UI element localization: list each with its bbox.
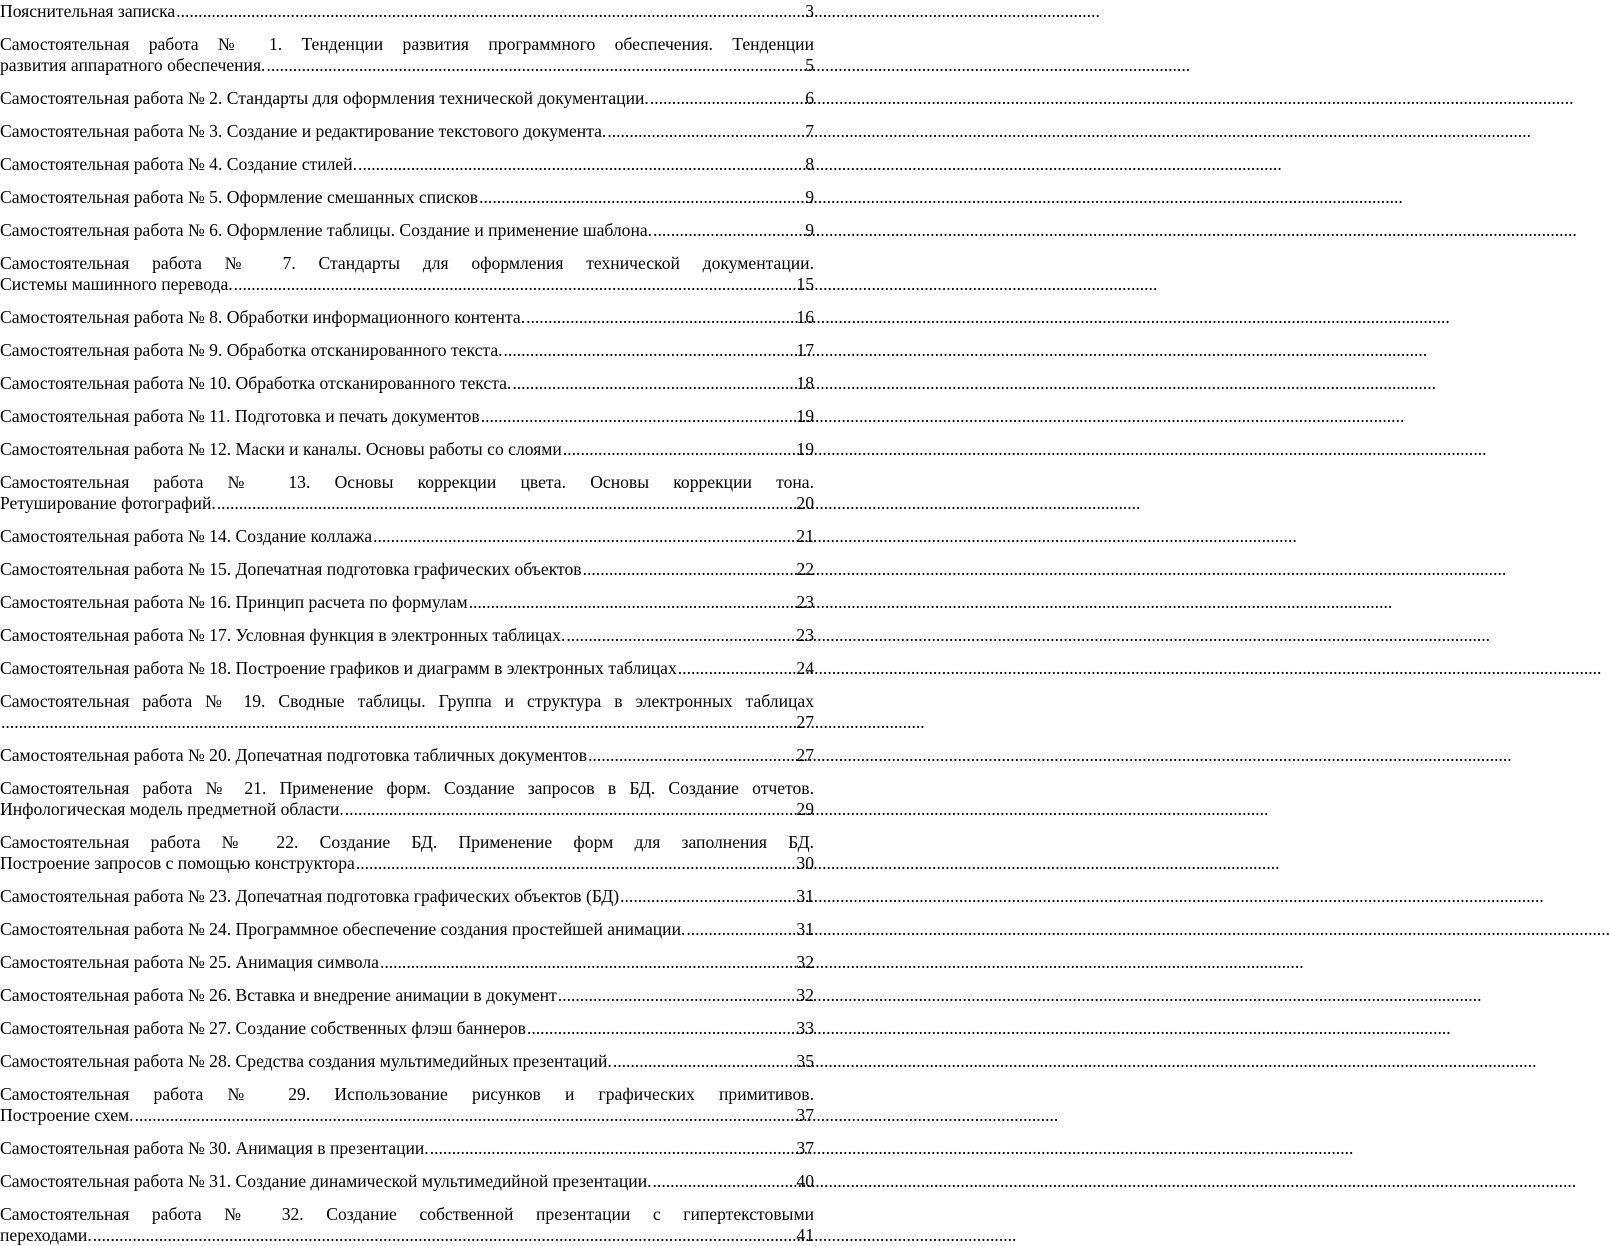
- toc-entry-text: Самостоятельная работа № 19. Сводные таблицы. Группа и структура в электронных таблицах: [0, 691, 814, 711]
- toc-page-number: 31: [796, 919, 814, 939]
- toc-entry[interactable]: [0, 340, 816, 361]
- toc-entry-text: Самостоятельная работа № 25. Анимация символа: [0, 952, 379, 972]
- dot-leader: [479, 187, 804, 208]
- toc-page-number: 33: [796, 1018, 814, 1038]
- toc-entry-text: Инфологическая модель предметной области.: [0, 799, 344, 819]
- toc-page-number: 22: [796, 559, 814, 579]
- toc-entry[interactable]: [0, 658, 816, 679]
- dot-leader: [678, 658, 796, 679]
- toc-entry[interactable]: [0, 220, 816, 241]
- toc-page-number: 19: [796, 439, 814, 459]
- dot-leader: [93, 1225, 796, 1246]
- toc-entry-text: Самостоятельная работа № 28. Средства создания мультимедийных презентаций.: [0, 1051, 612, 1071]
- toc-page-number: 37: [796, 1138, 814, 1158]
- toc-entry[interactable]: [0, 154, 816, 175]
- toc-entry-text: Построение схем.: [0, 1105, 134, 1125]
- toc-page-number: 30: [796, 853, 814, 873]
- toc-entry-text: Самостоятельная работа № 14. Создание коллажа: [0, 526, 373, 546]
- toc-entry-text: развития аппаратного обеспечения.: [0, 55, 266, 75]
- toc-entry-text: Самостоятельная работа № 8. Обработки информационного контента.: [0, 307, 526, 327]
- toc-entry[interactable]: [0, 34, 816, 76]
- toc-entry-text: Пояснительная записка: [0, 1, 176, 21]
- toc-page-number: 19: [796, 406, 814, 426]
- toc-page-number: 27: [796, 745, 814, 765]
- toc-page-number: 35: [796, 1051, 814, 1071]
- dot-leader: [653, 220, 804, 241]
- dot-leader: [588, 745, 795, 766]
- toc-entry-text: Самостоятельная работа № 21. Применение форм. Создание запросов в БД. Создание отчетов.: [0, 778, 814, 798]
- toc-entry[interactable]: [0, 526, 816, 547]
- toc-entry[interactable]: [0, 187, 816, 208]
- dot-leader: [345, 799, 796, 820]
- toc-page-number: 27: [796, 712, 814, 732]
- toc-entry-text: Самостоятельная работа № 22. Создание БД. Применение форм для заполнения БД.: [0, 832, 814, 852]
- dot-leader: [469, 592, 796, 613]
- dot-leader: [566, 625, 795, 646]
- dot-leader: [607, 121, 804, 142]
- toc-entry[interactable]: [0, 778, 816, 820]
- toc-entry[interactable]: [0, 919, 816, 940]
- toc-entry-text: Самостоятельная работа № 1. Тенденции развития программного обеспечения. Тенденции: [0, 34, 814, 54]
- toc-entry[interactable]: [0, 592, 816, 613]
- toc-entry[interactable]: [0, 832, 816, 874]
- toc-page-number: 15: [796, 274, 814, 294]
- toc-entry-text: Самостоятельная работа № 24. Программное обеспечение создания простейшей анимации.: [0, 919, 686, 939]
- dot-leader: [380, 952, 795, 973]
- toc-page-number: 40: [796, 1171, 814, 1191]
- toc-entry-text: Самостоятельная работа № 13. Основы коррекции цвета. Основы коррекции тона.: [0, 472, 814, 492]
- toc-entry-text: Самостоятельная работа № 30. Анимация в презентации.: [0, 1138, 429, 1158]
- toc-entry-text: Системы машинного перевода.: [0, 274, 233, 294]
- dot-leader: [653, 1171, 796, 1192]
- toc-entry[interactable]: [0, 406, 816, 427]
- toc-entry[interactable]: [0, 121, 816, 142]
- toc-page-number: 32: [796, 952, 814, 972]
- toc-entry-text: Самостоятельная работа № 10. Обработка отсканированного текста.: [0, 373, 512, 393]
- toc-entry-text: Самостоятельная работа № 3. Создание и редактирование текстового документа.: [0, 121, 607, 141]
- toc-entry-text: Самостоятельная работа № 5. Оформление смешанных списков: [0, 187, 479, 207]
- toc-entry-text: Самостоятельная работа № 2. Стандарты для оформления технической документации.: [0, 88, 649, 108]
- toc-entry-text: Самостоятельная работа № 9. Обработка отсканированного текста.: [0, 340, 503, 360]
- toc-page-number: 37: [796, 1105, 814, 1125]
- dot-leader: [526, 307, 795, 328]
- dot-leader: [613, 1051, 796, 1072]
- toc-page-number: 32: [796, 985, 814, 1005]
- toc-entry[interactable]: [0, 1138, 816, 1159]
- toc-entry-text: Самостоятельная работа № 31. Создание динамической мультимедийной презентации.: [0, 1171, 652, 1191]
- dot-leader: [430, 1138, 796, 1159]
- toc-entry[interactable]: [0, 691, 816, 733]
- toc-entry-text: Самостоятельная работа № 18. Построение графиков и диаграмм в электронных таблицах: [0, 658, 677, 678]
- dot-leader: [234, 274, 796, 295]
- toc-entry[interactable]: [0, 1084, 816, 1126]
- toc-entry-text: Самостоятельная работа № 11. Подготовка и печать документов: [0, 406, 480, 426]
- dot-leader: [176, 1, 804, 22]
- dot-leader: [558, 985, 796, 1006]
- toc-entry-text: Самостоятельная работа № 15. Допечатная подготовка графических объектов: [0, 559, 582, 579]
- toc-entry-text: Самостоятельная работа № 12. Маски и каналы. Основы работы со слоями: [0, 439, 562, 459]
- toc-entry[interactable]: [0, 952, 816, 973]
- dot-leader: [217, 493, 796, 514]
- toc-page-number: 7: [805, 121, 814, 141]
- dot-leader: [135, 1105, 796, 1126]
- dot-leader: [1, 712, 795, 733]
- toc-entry-text: Самостоятельная работа № 7. Стандарты для оформления технической документации.: [0, 253, 814, 273]
- toc-entry[interactable]: [0, 1171, 816, 1192]
- toc-entry[interactable]: [0, 559, 816, 580]
- toc-entry[interactable]: [0, 886, 816, 907]
- toc-entry-text: Ретуширование фотографий.: [0, 493, 216, 513]
- toc-entry[interactable]: [0, 373, 816, 394]
- dot-leader: [650, 88, 804, 109]
- dot-leader: [583, 559, 796, 580]
- toc-page-number: 23: [796, 592, 814, 612]
- dot-leader: [527, 1018, 795, 1039]
- toc-page-number: 41: [796, 1225, 814, 1245]
- toc-entry-text: Самостоятельная работа № 26. Вставка и внедрение анимации в документ: [0, 985, 557, 1005]
- toc-entry[interactable]: [0, 985, 816, 1006]
- toc-page-number: 17: [796, 340, 814, 360]
- toc-page-number: 5: [805, 55, 814, 75]
- dot-leader: [358, 154, 804, 175]
- toc-entry[interactable]: [0, 745, 816, 766]
- toc-entry[interactable]: [0, 1018, 816, 1039]
- toc-entry[interactable]: [0, 1, 816, 22]
- toc-page-number: 9: [805, 187, 814, 207]
- toc-entry-text: Самостоятельная работа № 16. Принцип расчета по формулам: [0, 592, 468, 612]
- toc-page-number: 6: [805, 88, 814, 108]
- dot-leader: [686, 919, 795, 940]
- toc-entry[interactable]: [0, 1204, 816, 1246]
- toc-page-number: 20: [796, 493, 814, 513]
- toc-page-number: 3: [805, 1, 814, 21]
- dot-leader: [481, 406, 796, 427]
- toc-page-number: 9: [805, 220, 814, 240]
- toc-page-number: 23: [796, 625, 814, 645]
- toc-entry-text: Самостоятельная работа № 17. Условная функция в электронных таблицах.: [0, 625, 566, 645]
- toc-page-number: 29: [796, 799, 814, 819]
- toc-entry-text: Самостоятельная работа № 4. Создание стилей.: [0, 154, 358, 174]
- toc-page-number: 8: [805, 154, 814, 174]
- toc-entry-text: Самостоятельная работа № 32. Создание собственной презентации с гипертекстовыми: [0, 1204, 814, 1224]
- toc-entry-text: Самостоятельная работа № 20. Допечатная подготовка табличных документов: [0, 745, 588, 765]
- toc-entry-text: переходами.: [0, 1225, 92, 1245]
- toc-page-number: 16: [796, 307, 814, 327]
- toc-entry-text: Самостоятельная работа № 23. Допечатная подготовка графических объектов (БД): [0, 886, 620, 906]
- toc-entry[interactable]: [0, 88, 816, 109]
- dot-leader: [563, 439, 796, 460]
- toc-entry[interactable]: [0, 472, 816, 514]
- dot-leader: [373, 526, 795, 547]
- toc-page-number: 21: [796, 526, 814, 546]
- dot-leader: [504, 340, 796, 361]
- dot-leader: [266, 55, 804, 76]
- dot-leader: [356, 853, 796, 874]
- toc-page-number: 18: [796, 373, 814, 393]
- toc-entry[interactable]: [0, 439, 816, 460]
- dot-leader: [620, 886, 795, 907]
- toc-entry-text: Самостоятельная работа № 27. Создание собственных флэш баннеров: [0, 1018, 526, 1038]
- toc-entry-text: Самостоятельная работа № 6. Оформление таблицы. Создание и применение шаблона.: [0, 220, 653, 240]
- toc-entry[interactable]: [0, 1051, 816, 1072]
- toc-page-number: 24: [796, 658, 814, 678]
- dot-leader: [512, 373, 795, 394]
- toc-entry[interactable]: [0, 625, 816, 646]
- toc-entry[interactable]: [0, 253, 816, 295]
- toc-entry[interactable]: [0, 307, 816, 328]
- toc-page-number: 31: [796, 886, 814, 906]
- toc-entry-text: Самостоятельная работа № 29. Использование рисунков и графических примитивов.: [0, 1084, 814, 1104]
- toc-entry-text: Построение запросов с помощью конструктора: [0, 853, 355, 873]
